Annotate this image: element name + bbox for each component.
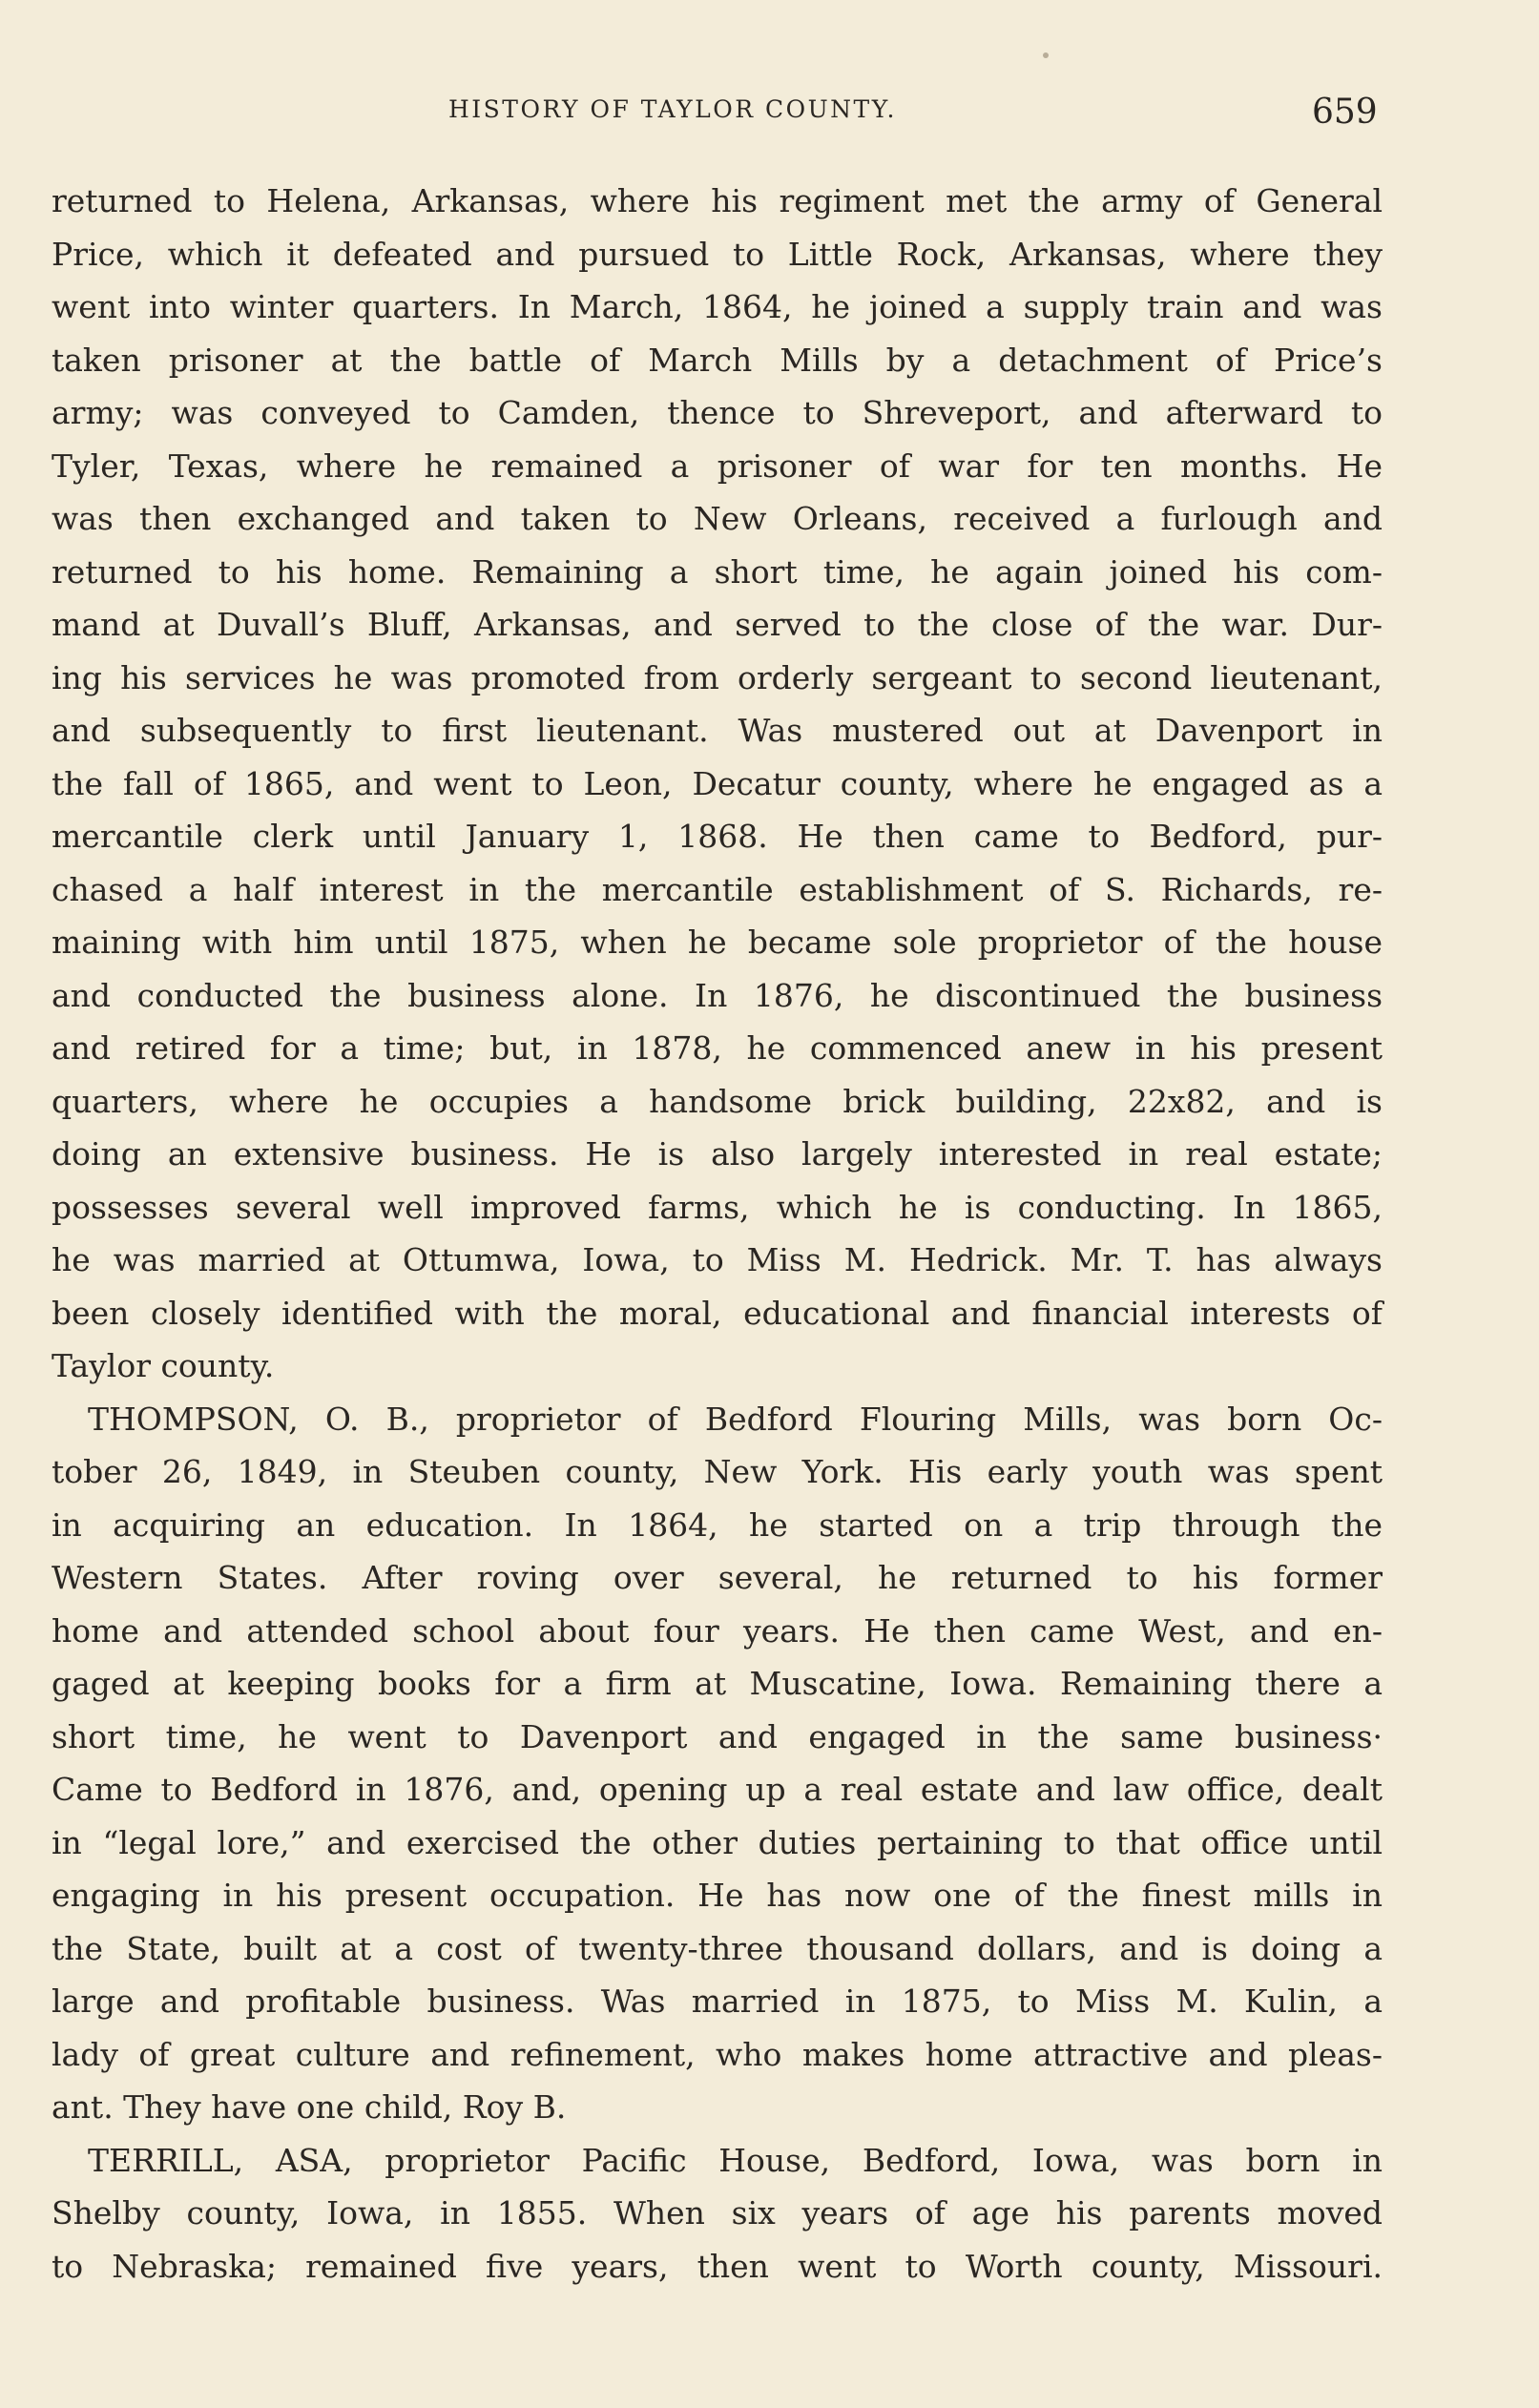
text-line: THOMPSON, O. B., proprietor of Bedford Flouring Mills, was born Oc-: [88, 1400, 1383, 1438]
text-line: in “legal lore,” and exercised the other duties pertaining to that office until: [52, 1823, 1383, 1861]
text-line: mand at Duvall’s Bluff, Arkansas, and served to the close of the war. Dur-: [52, 606, 1383, 643]
text-line: and retired for a time; but, in 1878, he commenced anew in his present: [52, 1029, 1383, 1067]
text-line: Western States. After roving over several, he returned to his former: [52, 1559, 1383, 1596]
text-line: large and profitable business. Was married in 1875, to Miss M. Kulin, a: [52, 1982, 1383, 2020]
text-line: the State, built at a cost of twenty-three thousand dollars, and is doing a: [52, 1929, 1383, 1967]
text-line: short time, he went to Davenport and engaged in the same business·: [52, 1717, 1383, 1755]
text-line: and conducted the business alone. In 1876, he discontinued the business: [52, 976, 1383, 1014]
text-line: doing an extensive business. He is also largely interested in real estate;: [52, 1135, 1383, 1173]
text-line: possesses several well improved farms, which he is conducting. In 1865,: [52, 1188, 1383, 1226]
text-line: quarters, where he occupies a handsome brick building, 22x82, and is: [52, 1082, 1383, 1120]
text-line: lady of great culture and refinement, who makes home attractive and pleas-: [52, 2035, 1383, 2073]
text-line: been closely identified with the moral, educational and financial interests of: [52, 1294, 1383, 1332]
text-line: Taylor county.: [52, 1347, 275, 1384]
text-line: the fall of 1865, and went to Leon, Decatur county, where he engaged as a: [52, 764, 1383, 802]
text-line: Shelby county, Iowa, in 1855. When six years of age his parents moved: [52, 2194, 1383, 2232]
text-line: army; was conveyed to Camden, thence to Shreveport, and afterward to: [52, 394, 1383, 431]
text-line: and subsequently to first lieutenant. Was mustered out at Davenport in: [52, 712, 1383, 749]
text-line: tober 26, 1849, in Steuben county, New York. His early youth was spent: [52, 1453, 1383, 1490]
text-line: Tyler, Texas, where he remained a prisoner of war for ten months. He: [52, 446, 1383, 485]
text-line: maining with him until 1875, when he became sole proprietor of the house: [52, 924, 1383, 961]
text-line: returned to Helena, Arkansas, where his regiment met the army of General: [52, 182, 1383, 219]
text-line: gaged at keeping books for a firm at Muscatine, Iowa. Remaining there a: [52, 1665, 1383, 1702]
text-line: taken prisoner at the battle of March Mills by a detachment of Price’s: [52, 341, 1383, 379]
text-line: TERRILL, ASA, proprietor Pacific House, Bedford, Iowa, was born in: [88, 2141, 1383, 2179]
page-number: 659: [1312, 93, 1378, 132]
text-line: was then exchanged and taken to New Orleans, received a furlough and: [52, 500, 1383, 537]
text-line: Came to Bedford in 1876, and, opening up a real estate and law office, dealt: [52, 1771, 1383, 1808]
text-line: he was married at Ottumwa, Iowa, to Miss M. Hedrick. Mr. T. has always: [52, 1241, 1383, 1278]
text-line: engaging in his present occupation. He has now one of the finest mills in: [52, 1877, 1383, 1914]
text-line: ing his services he was promoted from orderly sergeant to second lieutenant,: [52, 658, 1383, 696]
text-line: to Nebraska; remained five years, then went to Worth county, Missouri.: [52, 2247, 1383, 2285]
running-head: HISTORY OF TAYLOR COUNTY.: [448, 95, 897, 123]
text-line: in acquiring an education. In 1864, he started on a trip through the: [52, 1505, 1383, 1544]
text-line: ant. They have one child, Roy B.: [52, 2088, 567, 2126]
text-line: returned to his home. Remaining a short time, he again joined his com-: [52, 552, 1383, 591]
ink-speck: [1043, 52, 1049, 58]
text-line: home and attended school about four years. He then came West, and en-: [52, 1611, 1383, 1650]
text-line: Price, which it defeated and pursued to Little Rock, Arkansas, where they: [52, 235, 1383, 273]
text-line: mercantile clerk until January 1, 1868. He then came to Bedford, pur-: [52, 818, 1383, 855]
body-text: [52, 175, 1383, 2293]
text-line: went into winter quarters. In March, 1864, he joined a supply train and was: [52, 288, 1383, 325]
text-line: chased a half interest in the mercantile establishment of S. Richards, re-: [52, 870, 1383, 908]
